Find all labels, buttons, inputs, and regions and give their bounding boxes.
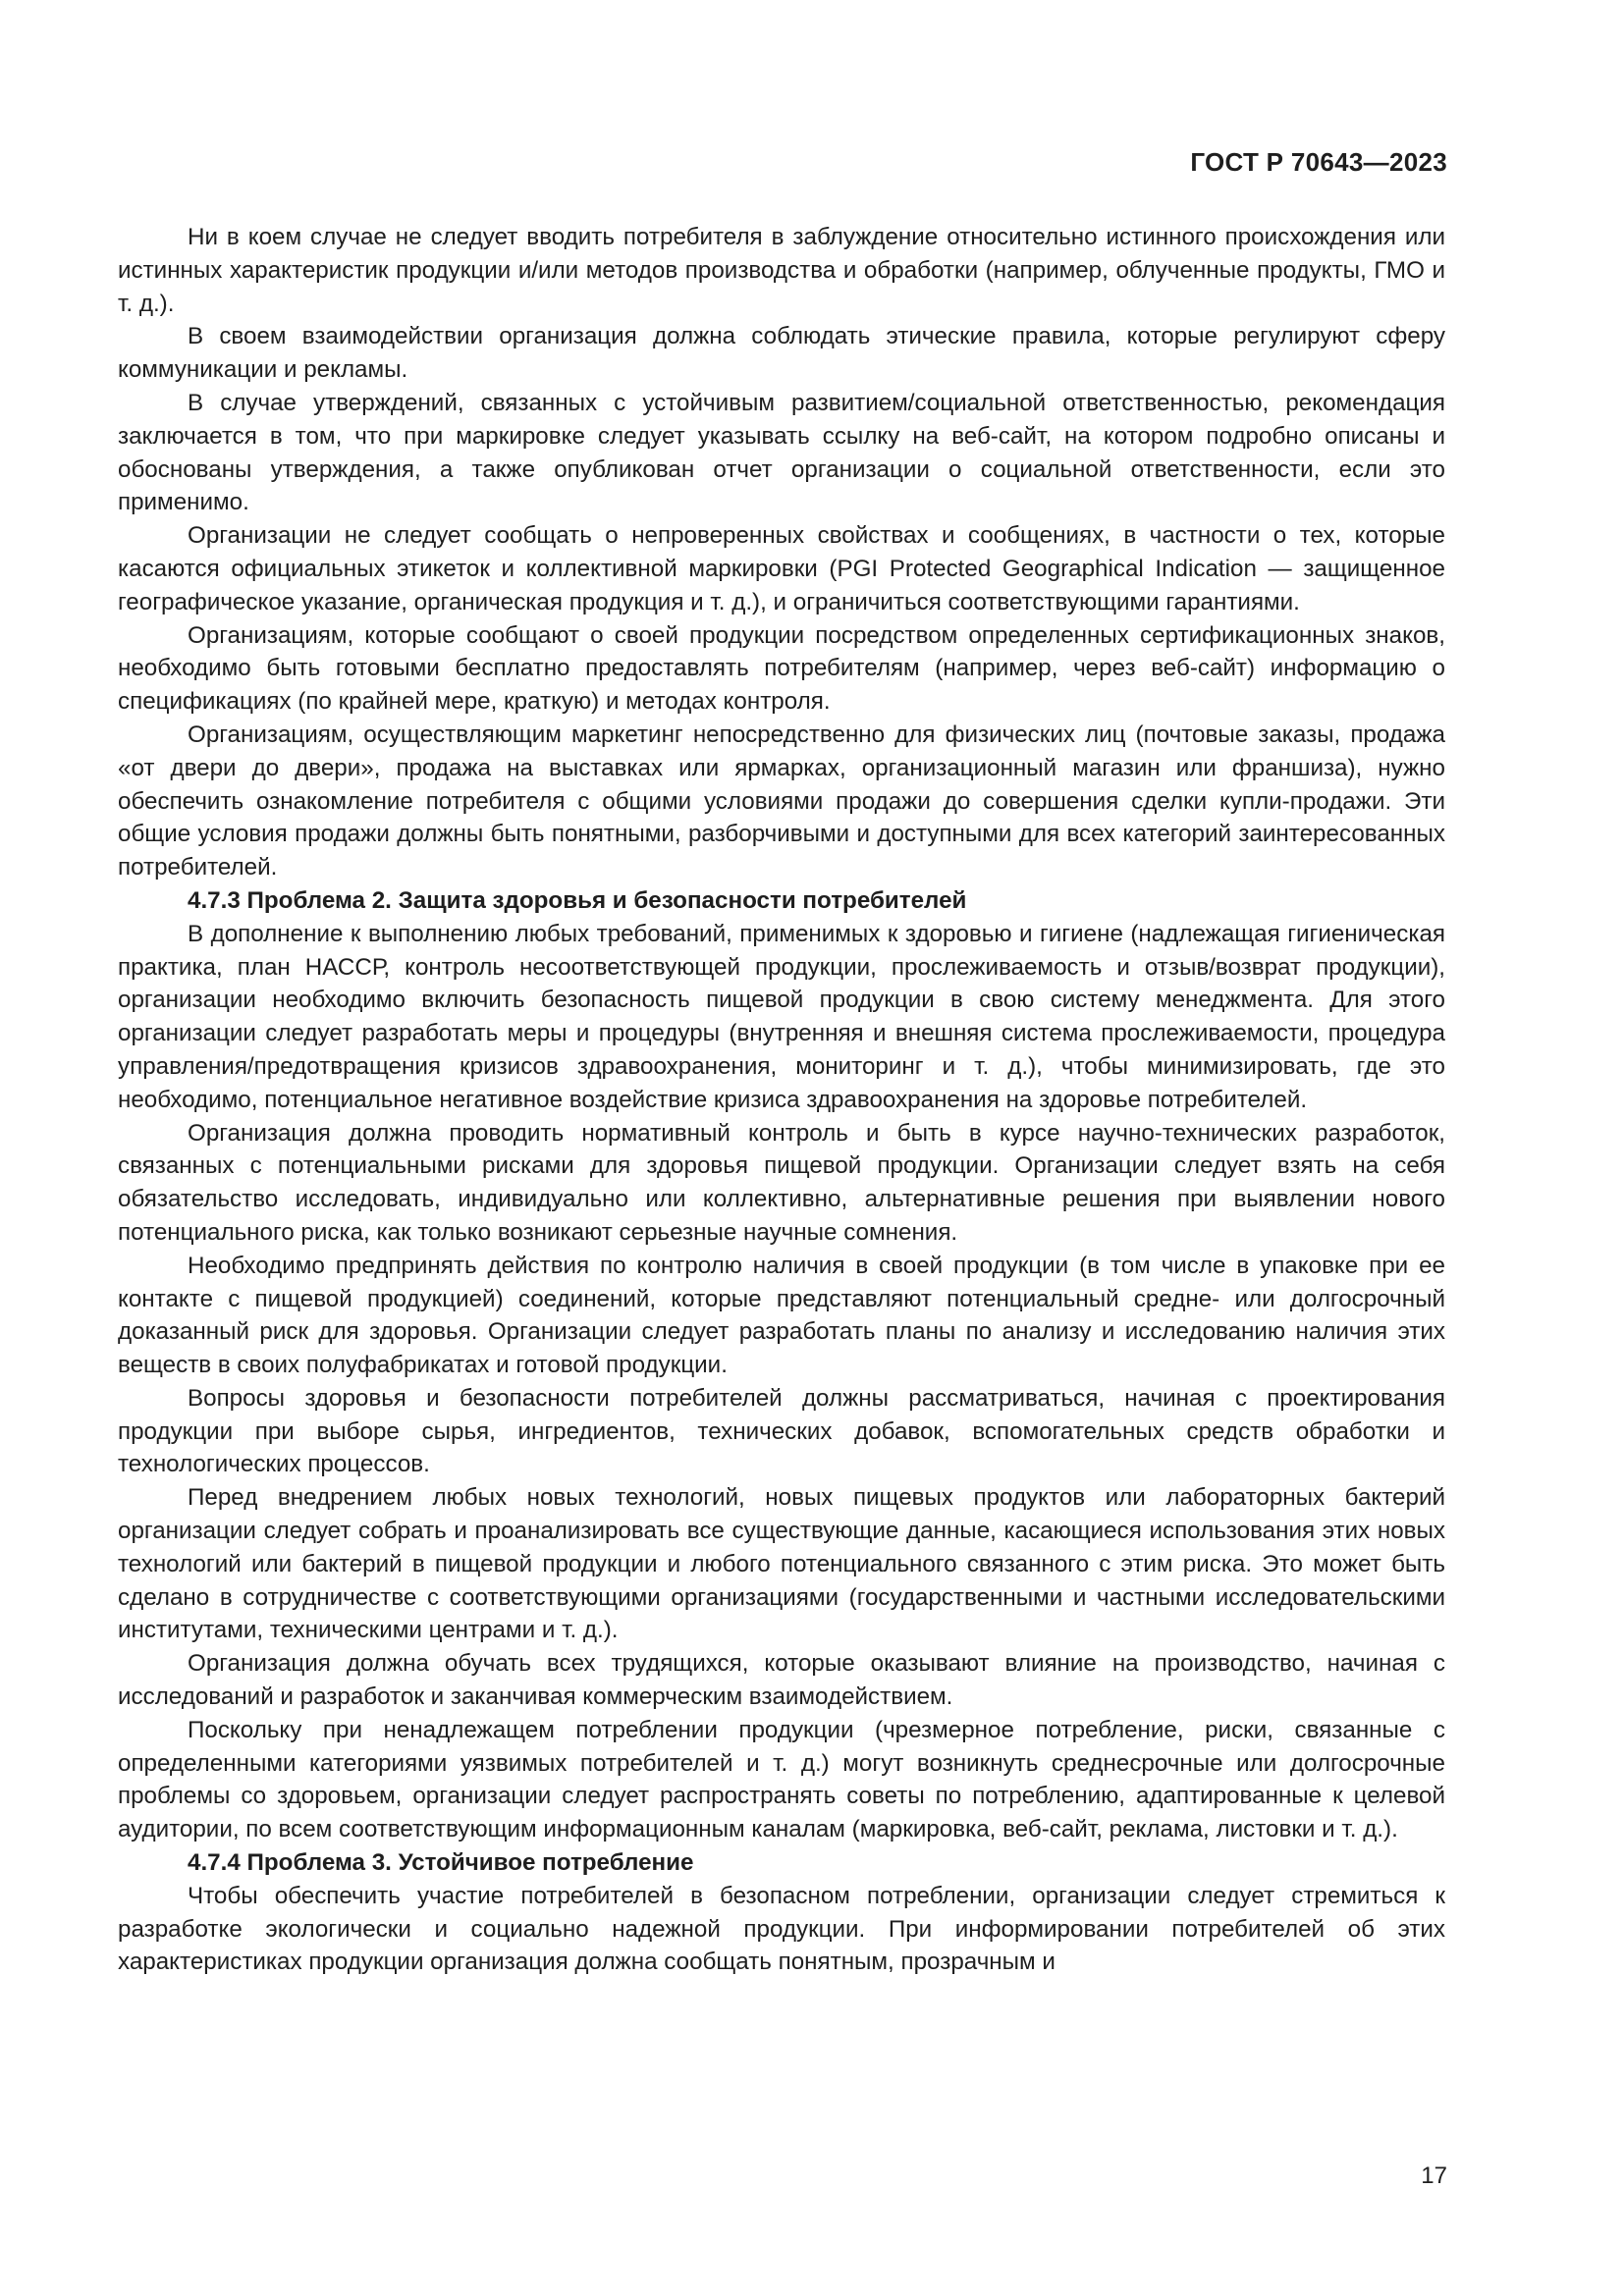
paragraph: Ни в коем случае не следует вводить потребителя в заблуждение относительно истинного происхождения или истинных характеристик продукции и/или методов производства и обработки (например, облученные продукты, ГМО и т. д.).	[118, 224, 1445, 317]
document-code: ГОСТ Р 70643—2023	[1190, 147, 1447, 177]
paragraph: Вопросы здоровья и безопасности потребителей должны рассматриваться, начиная с проектирования продукции при выборе сырья, ингредиентов, технических добавок, вспомогательных средств обработки и технологических процессов.	[118, 1384, 1445, 1478]
paragraph: Организации не следует сообщать о непроверенных свойствах и сообщениях, в частности о тех, которые касаются официальных этикеток и коллективной маркировки (PGI Protected Geographical Indication — защищенное географическое указание, органическая продукция и т. д.), и ограничиться соответствующими гарантиями.	[118, 522, 1445, 615]
paragraph: Чтобы обеспечить участие потребителей в безопасном потреблении, организации следует стремиться к разработке экологически и социально надежной продукции. При информировании потребителей об этих характеристиках продукции организация должна сообщать понятным, прозрачным и	[118, 1882, 1445, 1976]
paragraph: В дополнение к выполнению любых требований, применимых к здоровью и гигиене (надлежащая гигиеническая практика, план НАССР, контроль несоответствующей продукции, прослеживаемость и отзыв/возврат продукции), организации необходимо включить безопасность пищевой продукции в свою систему менеджмента. Для этого организации следует разработать меры и процедуры (внутренняя и внешняя система прослеживаемости, процедура управления/предотвращения кризисов здравоохранения, мониторинг и т. д.), чтобы минимизировать, где это необходимо, потенциальное негативное воздействие кризиса здравоохранения на здоровье потребителей.	[118, 920, 1445, 1113]
paragraph: Перед внедрением любых новых технологий, новых пищевых продуктов или лабораторных бактерий организации следует собрать и проанализировать все существующие данные, касающиеся использования этих новых технологий или бактерий в пищевой продукции и любого потенциального связанного с этим риска. Это может быть сделано в сотрудничестве с соответствующими организациями (государственными и частными исследовательскими институтами, техническими центрами и т. д.).	[118, 1484, 1445, 1644]
body-text	[118, 221, 1445, 1979]
section-heading-4-7-4: 4.7.4 Проблема 3. Устойчивое потребление	[188, 1849, 694, 1877]
paragraph: Организациям, осуществляющим маркетинг непосредственно для физических лиц (почтовые заказы, продажа «от двери до двери», продажа на выставках или ярмарках, организационный магазин или франшиза), нужно обеспечить ознакомление потребителя с общими условиями продажи до совершения сделки купли-продажи. Эти общие условия продажи должны быть понятными, разборчивыми и доступными для всех категорий заинтересованных потребителей.	[118, 721, 1445, 881]
section-heading-4-7-3: 4.7.3 Проблема 2. Защита здоровья и безопасности потребителей	[188, 886, 967, 914]
page-number: 17	[1421, 2163, 1447, 2189]
paragraph: В случае утверждений, связанных с устойчивым развитием/социальной ответственностью, рекомендация заключается в том, что при маркировке следует указывать ссылку на веб-сайт, на котором подробно описаны и обоснованы утверждения, а также опубликован отчет организации о социальной ответственности, если это применимо.	[118, 389, 1445, 516]
paragraph: Организация должна проводить нормативный контроль и быть в курсе научно-технических разработок, связанных с потенциальными рисками для здоровья пищевой продукции. Организации следует взять на себя обязательство исследовать, индивидуально или коллективно, альтернативные решения при выявлении нового потенциального риска, как только возникают серьезные научные сомнения.	[118, 1119, 1445, 1246]
paragraph: Организациям, которые сообщают о своей продукции посредством определенных сертификационных знаков, необходимо быть готовыми бесплатно предоставлять потребителям (например, через веб-сайт) информацию о спецификациях (по крайней мере, краткую) и методах контроля.	[118, 621, 1445, 716]
paragraph: В своем взаимодействии организация должна соблюдать этические правила, которые регулируют сферу коммуникации и рекламы.	[118, 323, 1445, 384]
paragraph: Необходимо предпринять действия по контролю наличия в своей продукции (в том числе в упаковке при ее контакте с пищевой продукцией) соединений, которые представляют потенциальный средне- или долгосрочный доказанный риск для здоровья. Организации следует разработать планы по анализу и исследованию наличия этих веществ в своих полуфабрикатах и готовой продукции.	[118, 1252, 1445, 1379]
paragraph: Организация должна обучать всех трудящихся, которые оказывают влияние на производство, начиная с исследований и разработок и заканчивая коммерческим взаимодействием.	[118, 1650, 1445, 1711]
paragraph: Поскольку при ненадлежащем потреблении продукции (чрезмерное потребление, риски, связанные с определенными категориями уязвимых потребителей и т. д.) могут возникнуть среднесрочные или долгосрочные проблемы со здоровьем, организации следует распространять советы по потреблению, адаптированные к целевой аудитории, по всем соответствующим информационным каналам (маркировка, веб-сайт, реклама, листовки и т. д.).	[118, 1716, 1445, 1843]
